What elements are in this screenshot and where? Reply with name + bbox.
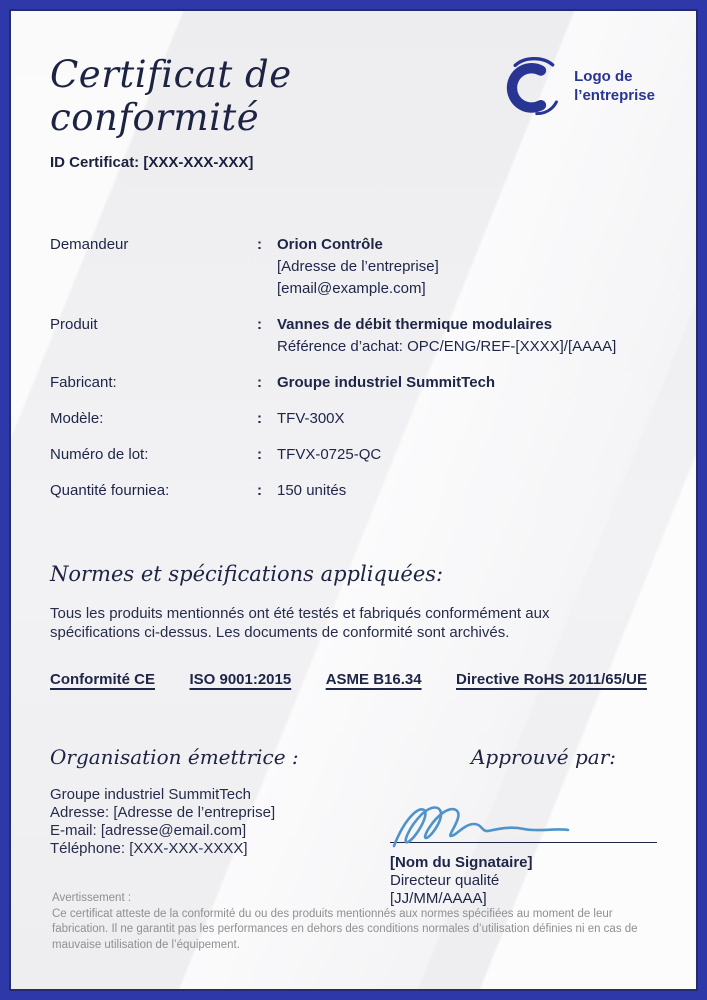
approval-heading: Approuvé par: bbox=[470, 745, 617, 769]
c-swoosh-logo-icon bbox=[503, 55, 563, 117]
logo-text-line2: l’entreprise bbox=[574, 87, 655, 104]
field-separator: : bbox=[257, 482, 262, 499]
field-value-line: Référence d’achat: OPC/ENG/REF-[XXXX]/[AAAA] bbox=[277, 338, 617, 355]
field-value-line: Orion Contrôle bbox=[277, 236, 383, 253]
certificate-content bbox=[11, 11, 696, 989]
issuer-line: Téléphone: [XXX-XXX-XXXX] bbox=[50, 840, 248, 857]
field-value bbox=[277, 314, 657, 358]
issuer-heading: Organisation émettrice : bbox=[50, 745, 299, 769]
standards-links bbox=[50, 671, 647, 688]
field-separator: : bbox=[257, 316, 262, 333]
field-separator: : bbox=[257, 236, 262, 253]
standards-paragraph: Tous les produits mentionnés ont été testés et fabriqués conformément aux spécifications ci-dessus. Les documents de conformité sont archivés. bbox=[50, 605, 550, 641]
field-label: Fabricant: bbox=[50, 374, 117, 391]
signature-icon bbox=[388, 798, 638, 850]
field-value-line: Vannes de débit thermique modulaires bbox=[277, 316, 553, 333]
field-row-demandeur bbox=[50, 234, 657, 300]
signatory-name: [Nom du Signataire] bbox=[390, 854, 533, 871]
bottom-section bbox=[50, 745, 657, 908]
link-asme-b16-34[interactable]: ASME B16.34 bbox=[325, 671, 422, 688]
signature-line bbox=[390, 817, 657, 843]
field-separator: : bbox=[257, 374, 262, 391]
approval-block bbox=[390, 745, 657, 908]
link-directive-rohs[interactable]: Directive RoHS 2011/65/UE bbox=[456, 671, 647, 688]
logo-text-line1: Logo de bbox=[574, 68, 633, 85]
field-value-line: 150 unités bbox=[277, 482, 347, 499]
logo-text bbox=[574, 67, 655, 105]
field-row-produit bbox=[50, 314, 657, 358]
field-separator: : bbox=[257, 446, 262, 463]
field-value-line: TFVX-0725-QC bbox=[277, 446, 382, 463]
certificate-fields bbox=[50, 234, 657, 502]
warning-text: Ce certificat atteste de la conformité du ou des produits mentionnés aux normes spécifiées au moment de leur fabrication. Il ne garantit pas les performances en dehors des conditions normales d’utilisation définies ni en cas de mauvaise utilisation de l’équipement. bbox=[52, 907, 638, 951]
field-label: Numéro de lot: bbox=[50, 446, 149, 463]
field-value bbox=[277, 444, 657, 466]
field-label: Demandeur bbox=[50, 236, 129, 253]
field-label: Produit bbox=[50, 316, 98, 333]
title-block bbox=[50, 53, 503, 171]
field-row-numero-de-lot bbox=[50, 444, 657, 466]
field-separator: : bbox=[257, 410, 262, 427]
field-value bbox=[277, 234, 657, 300]
issuer-line: E-mail: [adresse@email.com] bbox=[50, 822, 247, 839]
field-value-line: TFV-300X bbox=[277, 410, 345, 427]
field-label: Modèle: bbox=[50, 410, 104, 427]
link-iso-9001[interactable]: ISO 9001:2015 bbox=[189, 671, 292, 688]
issuer-block bbox=[50, 745, 380, 908]
page-title: Certificat de conformité bbox=[50, 53, 292, 139]
field-label: Quantité fourniea: bbox=[50, 482, 170, 499]
field-value bbox=[277, 372, 657, 394]
footer-warning bbox=[52, 891, 651, 953]
field-row-quantite bbox=[50, 480, 657, 502]
standards-section bbox=[50, 562, 657, 688]
field-value-line: Groupe industriel SummitTech bbox=[277, 374, 496, 391]
field-row-fabricant bbox=[50, 372, 657, 394]
standards-heading: Normes et spécifications appliquées: bbox=[50, 562, 444, 586]
field-row-modele bbox=[50, 408, 657, 430]
issuer-line: Groupe industriel SummitTech bbox=[50, 786, 251, 803]
field-value bbox=[277, 480, 657, 502]
field-value-line: [email@example.com] bbox=[277, 280, 426, 297]
field-value-line: [Adresse de l’entreprise] bbox=[277, 258, 439, 275]
warning-label: Avertissement : bbox=[52, 892, 132, 904]
issuer-details bbox=[50, 786, 380, 858]
certificate-id: ID Certificat: [XXX-XXX-XXX] bbox=[50, 154, 254, 171]
signatory-title: Directeur qualité bbox=[390, 872, 500, 889]
company-logo bbox=[503, 55, 655, 117]
certificate-header bbox=[50, 53, 657, 171]
signature-date: [JJ/MM/AAAA] bbox=[390, 890, 487, 907]
link-conformite-ce[interactable]: Conformité CE bbox=[50, 671, 155, 688]
issuer-line: Adresse: [Adresse de l’entreprise] bbox=[50, 804, 276, 821]
field-value bbox=[277, 408, 657, 430]
